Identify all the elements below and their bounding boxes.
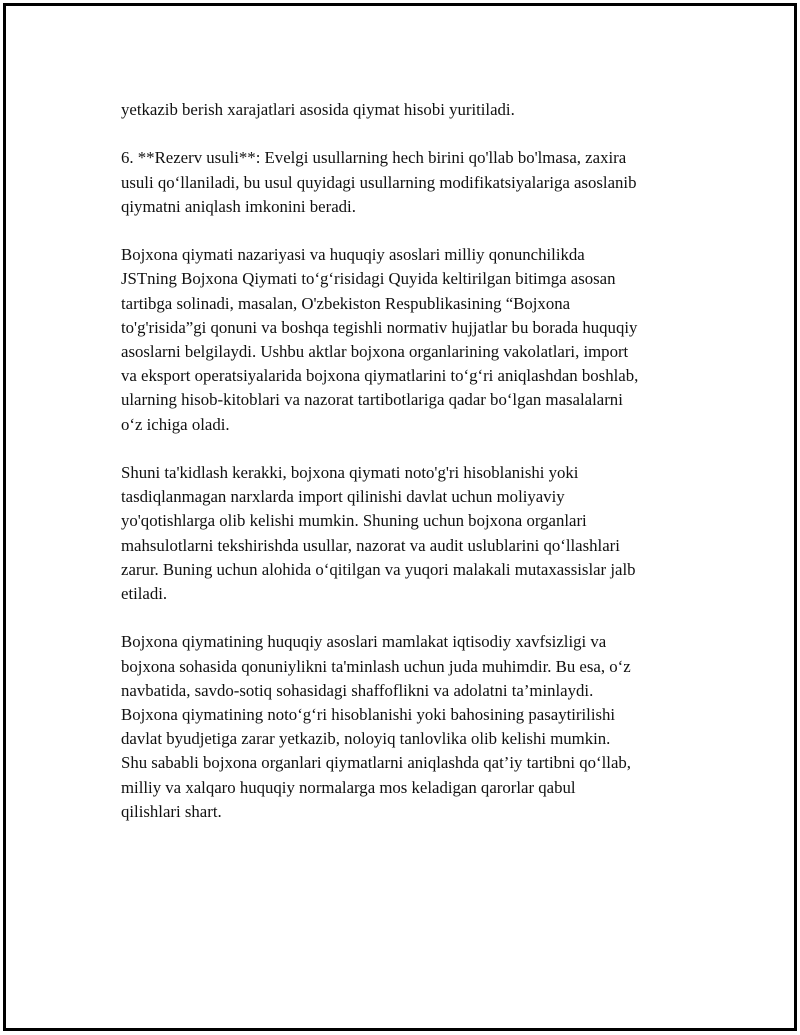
- text-line: 6. **Rezerv usuli**: Evelgi usullarning hech birini qo'llab bo'lmasa, zaxira: [121, 148, 627, 168]
- text-line: va eksport operatsiyalarida bojxona qiymatlarini to‘g‘ri aniqlashdan boshlab,: [121, 366, 639, 386]
- text-line: zarur. Buning uchun alohida o‘qitilgan va yuqori malakali mutaxassislar jalb: [121, 559, 636, 579]
- text-line: Shuni ta'kidlash kerakki, bojxona qiymati noto'g'ri hisoblanishi yoki: [121, 463, 579, 482]
- text-line: usuli qo‘llaniladi, bu usul quyidagi usullarning modifikatsiyalariga asoslanib: [121, 172, 637, 192]
- text-line: mahsulotlarni tekshirishda usullar, nazorat va audit uslublarini qo‘llashlari: [121, 535, 620, 555]
- text-line: milliy va xalqaro huquqiy normalarga mos keladigan qarorlar qabul: [121, 777, 576, 797]
- page-frame: [3, 3, 797, 1031]
- text-line: Bojxona qiymati nazariyasi va huquqiy asoslari milliy qonunchilikda: [121, 245, 585, 265]
- text-line: to'g'risida”gi qonuni va boshqa tegishli normativ hujjatlar bu borada huquqiy: [121, 317, 638, 337]
- text-line: tasdiqlanmagan narxlarda import qilinishi davlat uchun moliyaviy: [121, 487, 565, 507]
- text-line: Shu sababli bojxona organlari qiymatlarni aniqlashda qat’iy tartibni qo‘llab,: [121, 753, 632, 773]
- text-line: yo'qotishlarga olib kelishi mumkin. Shuning uchun bojxona organlari: [121, 511, 587, 531]
- document-body: [121, 98, 701, 848]
- text-line: Bojxona qiymatining noto‘g‘ri hisoblanishi yoki bahosining pasaytirilishi: [121, 705, 616, 725]
- text-line: yetkazib berish xarajatlari asosida qiymat hisobi yuritiladi.: [121, 100, 515, 119]
- paragraph-4-moliyaviy-yoqotishlar: [121, 461, 701, 606]
- text-line: o‘z ichiga oladi.: [121, 414, 230, 434]
- text-line: qilishlari shart.: [121, 801, 222, 821]
- paragraph-1: [121, 98, 701, 122]
- text-line: etiladi.: [121, 584, 168, 604]
- text-line: Bojxona qiymatining huquqiy asoslari mamlakat iqtisodiy xavfsizligi va: [121, 632, 607, 652]
- text-line: tartibga solinadi, masalan, O'zbekiston Respublikasining “Bojxona: [121, 293, 571, 313]
- text-line: bojxona sohasida qonuniylikni ta'minlash uchun juda muhimdir. Bu esa, o‘z: [121, 656, 631, 676]
- paragraph-3-huquqiy-asoslar: [121, 243, 701, 437]
- text-line: navbatida, savdo-sotiq sohasidagi shaffoflikni va adolatni ta’minlaydi.: [121, 680, 594, 700]
- text-line: asoslarni belgilaydi. Ushbu aktlar bojxona organlarining vakolatlari, import: [121, 342, 629, 361]
- text-line: JSTning Bojxona Qiymati to‘g‘risidagi Quyida keltirilgan bitimga asosan: [121, 269, 616, 289]
- paragraph-2-rezerv-usuli: [121, 146, 701, 219]
- text-line: davlat byudjetiga zarar yetkazib, noloyiq tanlovlika olib kelishi mumkin.: [121, 729, 611, 749]
- text-line: ularning hisob-kitoblari va nazorat tartibotlariga qadar bo‘lgan masalalarni: [121, 390, 623, 410]
- paragraph-5-iqtisodiy-xavfsizlik: [121, 630, 701, 824]
- text-line: qiymatni aniqlash imkonini beradi.: [121, 196, 356, 216]
